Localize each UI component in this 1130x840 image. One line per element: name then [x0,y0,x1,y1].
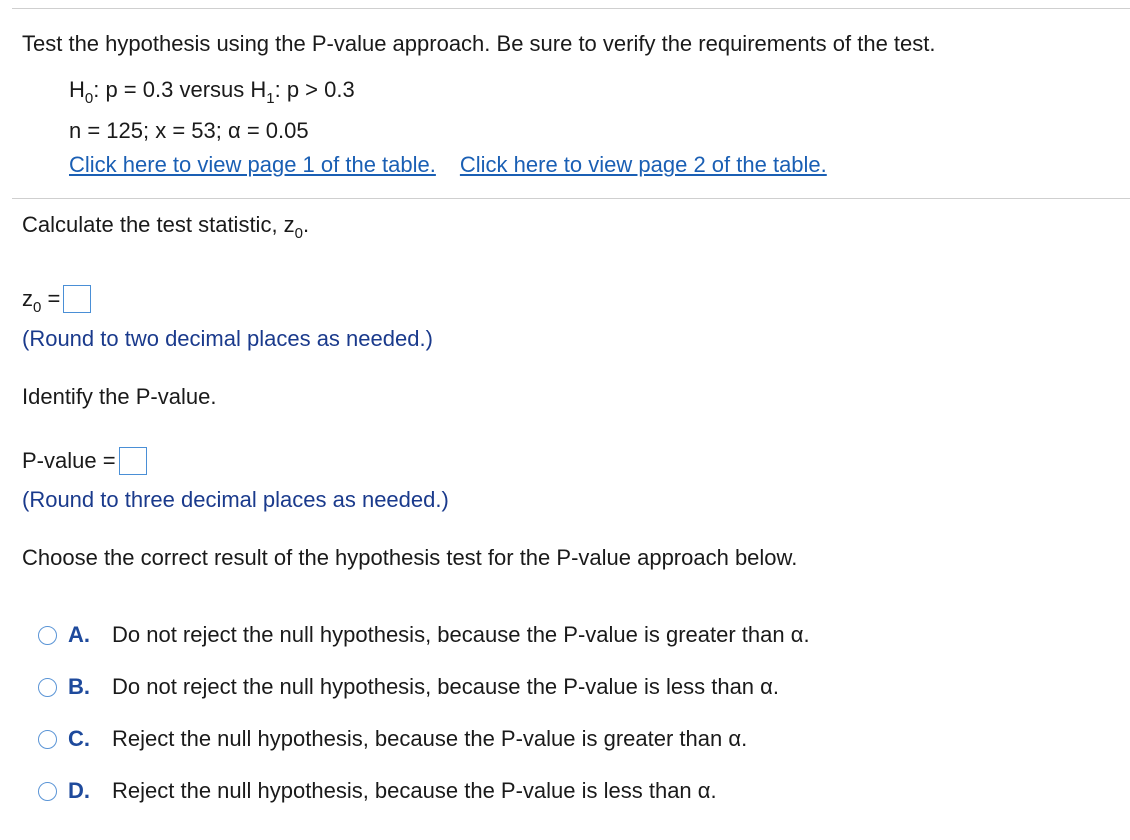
option-c-text: Reject the null hypothesis, because the P-value is greater than α. [112,726,748,751]
z0-label-subscript: 0 [33,299,42,316]
p-value-prompt: Identify the P-value. [22,384,217,409]
option-c-radio[interactable] [38,730,57,749]
h0-letter: H [69,77,85,102]
option-d-text: Reject the null hypothesis, because the P-value is less than α. [112,778,717,803]
option-d-letter: D. [68,778,90,803]
option-b-letter: B. [68,674,90,699]
h1-letter: H [250,77,267,102]
option-b-radio[interactable] [38,678,57,697]
test-statistic-prompt-text: Calculate the test statistic, z [22,212,295,237]
result-prompt: Choose the correct result of the hypothesis test for the P-value approach below. [22,545,798,570]
option-c[interactable] [38,724,747,754]
option-d-radio[interactable] [38,782,57,801]
table-links [69,151,827,179]
hypotheses [69,76,355,107]
p-value-rounding-hint: (Round to three decimal places as needed.) [22,487,449,512]
option-a-radio[interactable] [38,626,57,645]
option-d[interactable] [38,776,717,806]
option-b-text: Do not reject the null hypothesis, because the P-value is less than α. [112,674,779,699]
option-a-text: Do not reject the null hypothesis, because the P-value is greater than α. [112,622,810,647]
h0-subscript: 0 [84,90,94,107]
section-divider [12,198,1130,199]
option-a[interactable] [38,620,810,650]
test-statistic-prompt-subscript: 0 [294,225,304,242]
h0-text: : p = 0.3 versus [93,77,251,102]
option-c-letter: C. [68,726,90,751]
table-page-1-link[interactable]: Click here to view page 1 of the table. [69,152,436,177]
option-b[interactable] [38,672,779,702]
given-parameters: n = 125; x = 53; α = 0.05 [69,118,309,143]
option-a-letter: A. [68,622,90,647]
test-statistic-prompt-end: . [303,212,310,237]
z0-input[interactable] [63,285,91,313]
table-page-2-link[interactable]: Click here to view page 2 of the table. [459,152,827,177]
z0-equals: = [41,286,61,311]
p-value-answer-row [22,447,147,475]
z0-rounding-hint: (Round to two decimal places as needed.) [22,326,433,351]
top-divider [12,8,1130,9]
test-statistic-prompt [22,211,310,242]
z0-answer-row [22,285,91,316]
instruction-text: Test the hypothesis using the P-value approach. Be sure to verify the requirements of the test. [22,31,936,56]
p-value-label: P-value = [22,448,116,473]
h1-subscript: 1 [266,90,275,107]
z0-label: z [22,286,33,311]
p-value-input[interactable] [119,447,147,475]
h1-text: : p > 0.3 [274,77,355,102]
